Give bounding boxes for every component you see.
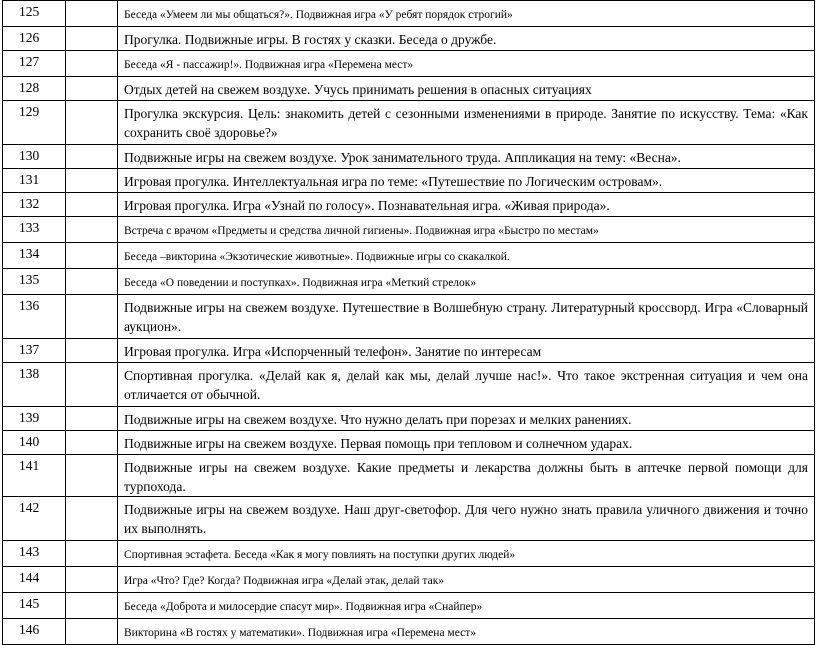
row-number-cell: 134 — [3, 243, 66, 269]
activity-table-body — [3, 1, 815, 645]
row-number-cell: 146 — [3, 619, 66, 645]
activity-description-cell: Беседа «Умеем ли мы общаться?». Подвижная игра «У ребят порядок строгий» — [118, 1, 815, 27]
table-row — [3, 77, 815, 101]
empty-cell — [66, 217, 118, 243]
empty-cell — [66, 51, 118, 77]
empty-cell — [66, 27, 118, 51]
empty-cell — [66, 145, 118, 169]
activity-description-cell: Встреча с врачом «Предметы и средства личной гигиены». Подвижная игра «Быстро по местам» — [118, 217, 815, 243]
table-row — [3, 169, 815, 193]
row-number-cell: 142 — [3, 497, 66, 541]
empty-cell — [66, 169, 118, 193]
table-row — [3, 27, 815, 51]
row-number-cell: 129 — [3, 101, 66, 145]
activity-description-cell: Беседа –викторина «Экзотические животные». Подвижные игры со скакалкой. — [118, 243, 815, 269]
activity-description-cell: Беседа «Я - пассажир!». Подвижная игра «Перемена мест» — [118, 51, 815, 77]
empty-cell — [66, 407, 118, 431]
activity-description-cell: Игровая прогулка. Игра «Испорченный телефон». Занятие по интересам — [118, 339, 815, 363]
table-row — [3, 243, 815, 269]
empty-cell — [66, 455, 118, 497]
activity-description-cell: Подвижные игры на свежем воздухе. Какие предметы и лекарства должны быть в аптечке первой помощи для турпохода. — [118, 455, 815, 497]
row-number-cell: 136 — [3, 295, 66, 339]
row-number-cell: 126 — [3, 27, 66, 51]
row-number-cell: 137 — [3, 339, 66, 363]
activity-description-cell: Спортивная эстафета. Беседа «Как я могу повлиять на поступки других людей» — [118, 541, 815, 567]
row-number-cell: 128 — [3, 77, 66, 101]
table-row — [3, 295, 815, 339]
row-number-cell: 130 — [3, 145, 66, 169]
table-row — [3, 455, 815, 497]
row-number-cell: 145 — [3, 593, 66, 619]
empty-cell — [66, 593, 118, 619]
activity-description-cell: Беседа «О поведении и поступках». Подвижная игра «Меткий стрелок» — [118, 269, 815, 295]
activity-description-cell: Подвижные игры на свежем воздухе. Наш друг-светофор. Для чего нужно знать правила уличного движения и точно их выполнять. — [118, 497, 815, 541]
activity-table — [2, 0, 815, 645]
table-row — [3, 269, 815, 295]
empty-cell — [66, 295, 118, 339]
table-row — [3, 217, 815, 243]
activity-description-cell: Подвижные игры на свежем воздухе. Путешествие в Волшебную страну. Литературный кроссворд. Игра «Словарный аукцион». — [118, 295, 815, 339]
schedule-sheet — [2, 0, 814, 645]
activity-description-cell: Игра «Что? Где? Когда? Подвижная игра «Делай этак, делай так» — [118, 567, 815, 593]
empty-cell — [66, 101, 118, 145]
activity-description-cell: Викторина «В гостях у математики». Подвижная игра «Перемена мест» — [118, 619, 815, 645]
row-number-cell: 135 — [3, 269, 66, 295]
row-number-cell: 125 — [3, 1, 66, 27]
row-number-cell: 141 — [3, 455, 66, 497]
empty-cell — [66, 541, 118, 567]
activity-description-cell: Игровая прогулка. Игра «Узнай по голосу». Познавательная игра. «Живая природа». — [118, 193, 815, 217]
table-row — [3, 567, 815, 593]
activity-description-cell: Подвижные игры на свежем воздухе. Первая помощь при тепловом и солнечном ударах. — [118, 431, 815, 455]
empty-cell — [66, 497, 118, 541]
row-number-cell: 140 — [3, 431, 66, 455]
table-row — [3, 497, 815, 541]
activity-description-cell: Отдых детей на свежем воздухе. Учусь принимать решения в опасных ситуациях — [118, 77, 815, 101]
table-row — [3, 541, 815, 567]
table-row — [3, 407, 815, 431]
empty-cell — [66, 339, 118, 363]
empty-cell — [66, 77, 118, 101]
table-row — [3, 51, 815, 77]
activity-description-cell: Прогулка экскурсия. Цель: знакомить детей с сезонными изменениями в природе. Занятие по искусству. Тема: «Как сохранить своё здоровье?» — [118, 101, 815, 145]
table-row — [3, 593, 815, 619]
table-row — [3, 145, 815, 169]
activity-description-cell: Спортивная прогулка. «Делай как я, делай как мы, делай лучше нас!». Что такое экстренная ситуация и чем она отличается от обычной. — [118, 363, 815, 407]
table-row — [3, 431, 815, 455]
table-row — [3, 363, 815, 407]
row-number-cell: 132 — [3, 193, 66, 217]
table-row — [3, 619, 815, 645]
activity-description-cell: Беседа «Доброта и милосердие спасут мир». Подвижная игра «Снайпер» — [118, 593, 815, 619]
empty-cell — [66, 567, 118, 593]
row-number-cell: 127 — [3, 51, 66, 77]
row-number-cell: 138 — [3, 363, 66, 407]
row-number-cell: 131 — [3, 169, 66, 193]
empty-cell — [66, 1, 118, 27]
activity-description-cell: Подвижные игры на свежем воздухе. Что нужно делать при порезах и мелких ранениях. — [118, 407, 815, 431]
table-row — [3, 1, 815, 27]
empty-cell — [66, 269, 118, 295]
row-number-cell: 139 — [3, 407, 66, 431]
empty-cell — [66, 363, 118, 407]
empty-cell — [66, 243, 118, 269]
activity-description-cell: Подвижные игры на свежем воздухе. Урок занимательного труда. Аппликация на тему: «Весна». — [118, 145, 815, 169]
empty-cell — [66, 431, 118, 455]
table-row — [3, 339, 815, 363]
empty-cell — [66, 193, 118, 217]
row-number-cell: 143 — [3, 541, 66, 567]
activity-description-cell: Прогулка. Подвижные игры. В гостях у сказки. Беседа о дружбе. — [118, 27, 815, 51]
activity-description-cell: Игровая прогулка. Интеллектуальная игра по теме: «Путешествие по Логическим островам». — [118, 169, 815, 193]
row-number-cell: 144 — [3, 567, 66, 593]
row-number-cell: 133 — [3, 217, 66, 243]
empty-cell — [66, 619, 118, 645]
table-row — [3, 193, 815, 217]
table-row — [3, 101, 815, 145]
